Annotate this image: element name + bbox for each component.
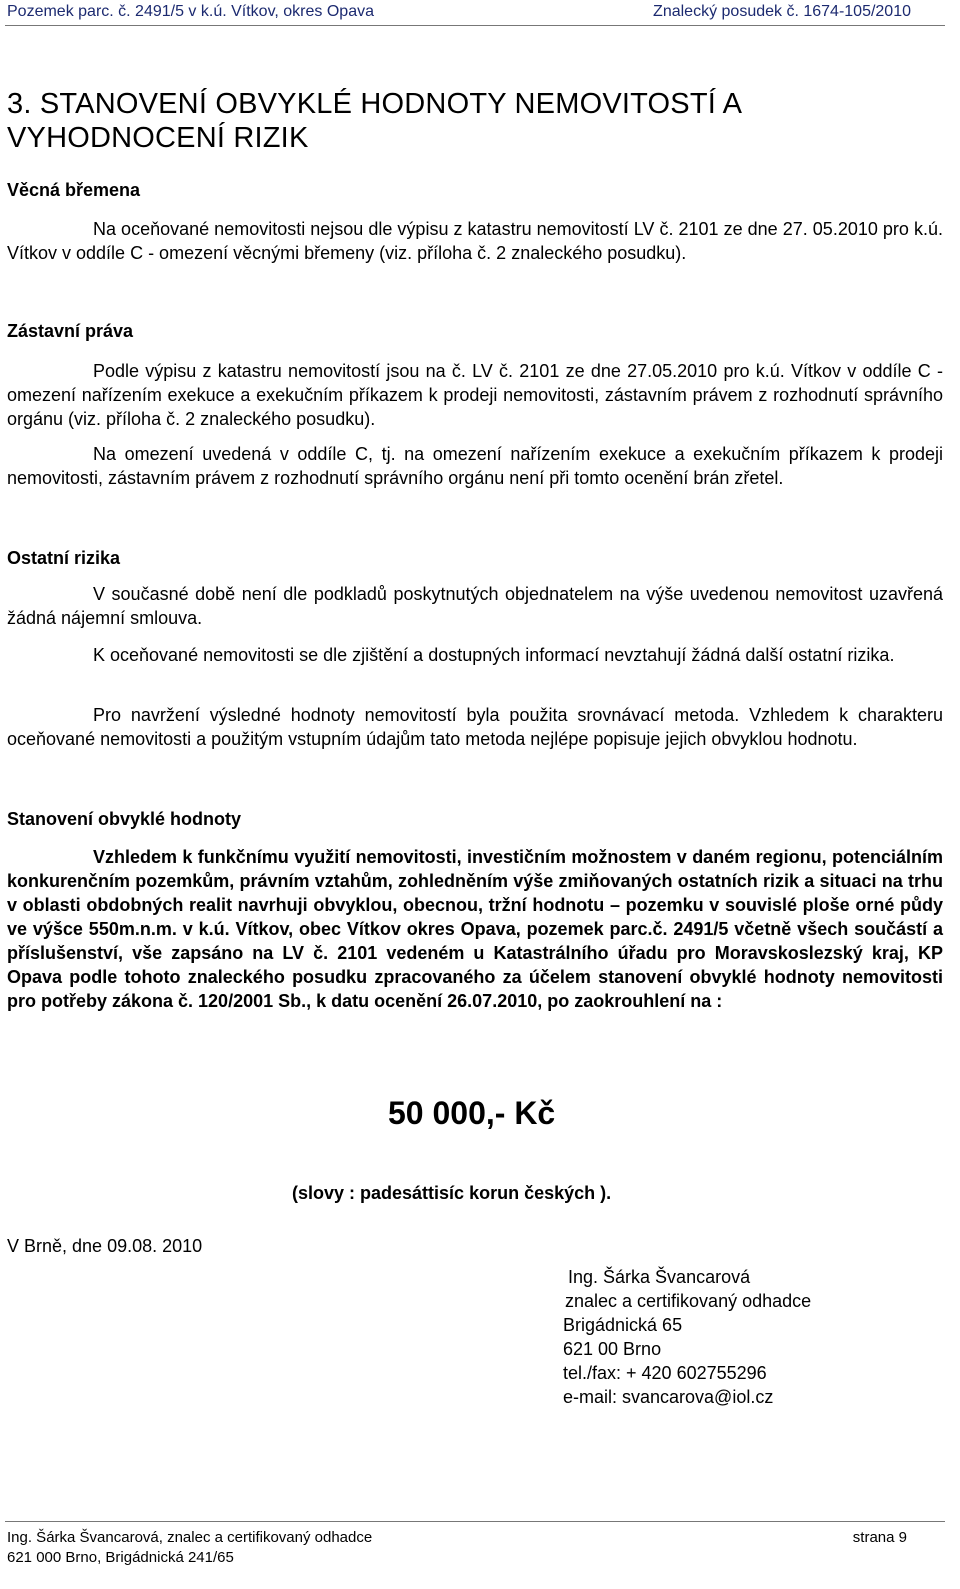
section-heading: 3. STANOVENÍ OBVYKLÉ HODNOTY NEMOVITOSTÍ A VYHODNOCENÍ RIZIK — [7, 88, 741, 154]
place-date: V Brně, dne 09.08. 2010 — [7, 1236, 203, 1256]
signer-street: Brigádnická 65 — [563, 1315, 683, 1335]
zastavni-prava-title: Zástavní práva — [7, 321, 134, 341]
ostatni-rizika-text-1: V současné době není dle podkladů poskytnutých objednatelem na výše uvedenou nemovitost uzavřená žádná nájemní smlouva. — [7, 584, 943, 628]
footer-line-1: Ing. Šárka Švancarová, znalec a certifikovaný odhadce — [7, 1529, 373, 1546]
footer-rule — [5, 1521, 945, 1522]
signer-role: znalec a certifikovaný odhadce — [565, 1291, 812, 1311]
header-left: Pozemek parc. č. 2491/5 v k.ú. Vítkov, okres Opava — [7, 3, 374, 20]
stanoveni-title: Stanovení obvyklé hodnoty — [7, 809, 242, 829]
zastavni-prava-text-1: Podle výpisu z katastru nemovitostí jsou na č. LV č. 2101 ze dne 27.05.2010 pro k.ú. Vítkov v oddíle C - omezení nařízením exekuce a exekučním příkazem k prodeji nemovitosti, zástavním právem z rozhodnutí správního orgánu (viz. příloha č. 2 znaleckého posudku). — [7, 361, 943, 429]
signature-block — [563, 1265, 811, 1409]
price-in-words: (slovy : padesáttisíc korun českých ). — [292, 1183, 612, 1203]
signer-phone: tel./fax: + 420 602755296 — [563, 1363, 767, 1383]
zastavni-prava-text-2: Na omezení uvedená v oddíle C, tj. na omezení nařízením exekuce a exekučním příkazem k prodeji nemovitosti, zástavním právem z rozhodnutí správního orgánu není při tomto ocenění brán zřetel. — [7, 444, 943, 488]
ostatni-rizika-text-2: K oceňované nemovitosti se dle zjištění a dostupných informací nevztahují žádná další ostatní rizika. — [93, 645, 895, 665]
vecna-bremena-title: Věcná břemena — [7, 180, 141, 200]
stanoveni-text: Vzhledem k funkčnímu využití nemovitosti, investičním možnostem v daném regionu, potenciálním konkurenčním pozemkům, právním vztahům, zohledněním výše zmiňovaných ostatních rizik a situaci na trhu v oblasti obdobných realit navrhuji obvyklou, obecnou, tržní hodnotu – pozemku v souvislé ploše orné půdy ve výšce 550m.n.m. v k.ú. Vítkov, obec Vítkov okres Opava, pozemek parc.č. 2491/5 včetně všech součástí a příslušenství, vše zapsáno na LV č. 2101 vedeném u Katastrálního úřadu pro Moravskoslezský kraj, KP Opava podle tohoto znaleckého posudku zpracovaného za účelem stanovení obvyklé hodnoty nemovitosti pro potřeby zákona č. 120/2001 Sb., k datu ocenění 26.07.2010, po zaokrouhlení na : — [7, 847, 943, 1011]
vecna-bremena-text: Na oceňované nemovitosti nejsou dle výpisu z katastru nemovitostí LV č. 2101 ze dne 27. 05.2010 pro k.ú. Vítkov v oddíle C - omezení věcnými břemeny (viz. příloha č. 2 znaleckého posudku). — [7, 219, 943, 263]
footer-line-2: 621 000 Brno, Brigádnická 241/65 — [7, 1549, 234, 1566]
price-value: 50 000,- Kč — [388, 1095, 556, 1131]
ostatni-rizika-title: Ostatní rizika — [7, 548, 121, 568]
page-footer — [7, 1528, 907, 1568]
header-right: Znalecký posudek č. 1674-105/2010 — [653, 3, 911, 20]
header-rule — [5, 25, 945, 26]
signer-city: 621 00 Brno — [563, 1339, 662, 1359]
signer-email: e-mail: svancarova@iol.cz — [563, 1387, 774, 1407]
page-header — [7, 2, 911, 22]
page-number: strana 9 — [852, 1529, 907, 1546]
signer-name: Ing. Šárka Švancarová — [568, 1267, 751, 1287]
ostatni-rizika-text-3: Pro navržení výsledné hodnoty nemovitostí byla použita srovnávací metoda. Vzhledem k charakteru oceňované nemovitosti a použitým vstupním údajům tato metoda nejlépe popisuje jejich obvyklou hodnotu. — [7, 705, 943, 749]
